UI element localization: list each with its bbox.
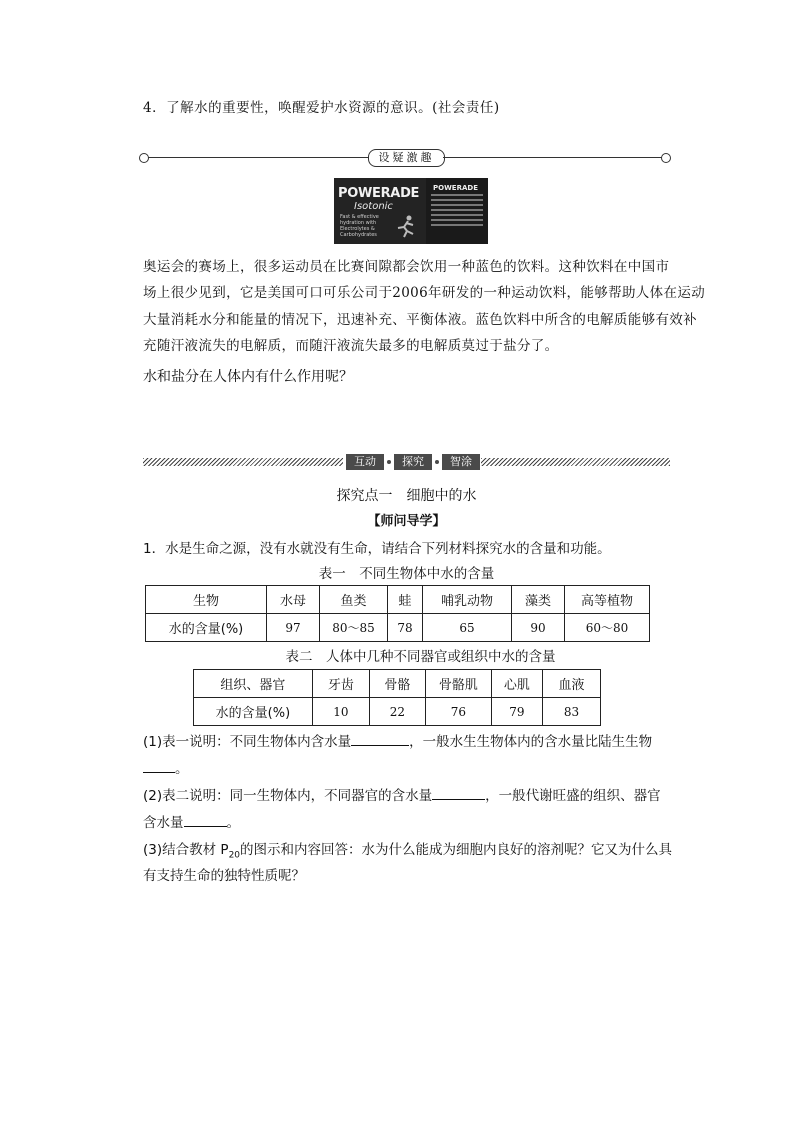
sub-question-2	[143, 784, 661, 804]
banner-dot-2	[435, 460, 439, 464]
photo-text-lines	[431, 194, 483, 229]
guide-label: 【师问导学】	[367, 514, 446, 529]
table2-cell: 22	[369, 698, 425, 726]
sub-question-2-text-c: 含水量	[143, 815, 184, 831]
sub-question-3-text-a: (3)结合教材 P	[143, 842, 229, 858]
table1-cell: 65	[423, 614, 512, 642]
powerade-photo	[334, 178, 488, 244]
sub-question-2-text-d: 。	[226, 815, 240, 831]
table1-cell: 60～80	[565, 614, 650, 642]
sub-question-2-text-a: (2)表二说明：同一生物体内，不同器官的含水量	[143, 788, 433, 804]
table1-header-cell: 水母	[267, 586, 320, 614]
table2-header-cell: 心肌	[491, 670, 542, 698]
banner-cap-right	[661, 153, 671, 163]
table2-caption: 表二 人体中几种不同器官或组织中水的含量	[285, 649, 556, 665]
banner-hatch-left	[143, 458, 343, 466]
table2-header-cell: 组织、器官	[194, 670, 313, 698]
story-line-4: 充随汗液流失的电解质，而随汗液流失最多的电解质莫过于盐分了。	[143, 338, 559, 354]
table1-header-cell: 高等植物	[565, 586, 650, 614]
sub-question-1-cont	[143, 757, 189, 777]
table2-header-cell: 血液	[542, 670, 600, 698]
banner-tag: 设疑激趣	[368, 149, 445, 167]
story-line-3: 大量消耗水分和能量的情况下，迅速补充、平衡体液。蓝色饮料中所含的电解质能够有效补	[143, 312, 697, 328]
banner-dot-1	[387, 460, 391, 464]
table2-header-cell: 骨骼	[369, 670, 425, 698]
table1	[145, 585, 650, 642]
table2-cell: 83	[542, 698, 600, 726]
table2-data-row	[194, 698, 601, 726]
learning-goal-4: 4．了解水的重要性，唤醒爱护水资源的意识。(社会责任)	[143, 100, 500, 116]
table1-header-cell: 鱼类	[320, 586, 388, 614]
answer-blank[interactable]	[351, 733, 409, 746]
banner-seg-1: 互动	[346, 454, 384, 470]
banner-rule-right	[443, 157, 667, 158]
table1-cell: 97	[267, 614, 320, 642]
table1-header-cell: 藻类	[512, 586, 565, 614]
table1-data-row	[146, 614, 650, 642]
table2-header-cell: 骨骼肌	[425, 670, 491, 698]
sub-question-3-cont: 有支持生命的独特性质呢？	[143, 868, 305, 884]
runner-icon	[394, 214, 418, 238]
question-1: 1．水是生命之源，没有水就没有生命，请结合下列材料探究水的含量和功能。	[143, 541, 611, 557]
photo-brand-right: POWERADE	[433, 184, 478, 192]
table1-cell: 80～85	[320, 614, 388, 642]
table1-caption: 表一 不同生物体中水的含量	[318, 566, 495, 582]
table2-cell: 76	[425, 698, 491, 726]
banner-hatch-right	[481, 458, 670, 466]
banner-cap-left	[139, 153, 149, 163]
sub-question-1-text-c: 。	[175, 761, 189, 777]
table1-row-label: 水的含量(%)	[146, 614, 267, 642]
table2-cell: 10	[312, 698, 369, 726]
sub-question-2-cont	[143, 811, 240, 831]
answer-blank[interactable]	[184, 814, 227, 827]
photo-brand-sub: Isotonic	[354, 201, 393, 212]
section-title: 探究点一 细胞中的水	[336, 488, 477, 504]
table2-header-cell: 牙齿	[312, 670, 369, 698]
table2	[193, 669, 601, 726]
sub-question-3-text-b: 的图示和内容回答：水为什么能成为细胞内良好的溶剂呢？它又为什么具	[240, 842, 673, 858]
table1-cell: 90	[512, 614, 565, 642]
table2-row-label: 水的含量(%)	[194, 698, 313, 726]
table1-header-cell: 生物	[146, 586, 267, 614]
answer-blank[interactable]	[432, 787, 485, 800]
answer-blank[interactable]	[143, 760, 175, 773]
section-banner-inquiry	[143, 456, 670, 468]
sub-question-1-text-a: (1)表一说明：不同生物体内含水量	[143, 734, 352, 750]
sub-question-2-text-b: ，一般代谢旺盛的组织、器官	[485, 788, 661, 804]
table1-header-row	[146, 586, 650, 614]
sub-question-1	[143, 730, 652, 750]
banner-seg-3: 智涂	[442, 454, 480, 470]
photo-brand: POWERADE	[338, 186, 420, 201]
banner-rule-left	[143, 157, 368, 158]
table1-cell: 78	[388, 614, 423, 642]
story-line-1: 奥运会的赛场上，很多运动员在比赛间隙都会饮用一种蓝色的饮料。这种饮料在中国市	[143, 259, 670, 275]
story-question: 水和盐分在人体内有什么作用呢？	[143, 369, 353, 385]
table2-header-row	[194, 670, 601, 698]
photo-small-text: Fast & effective hydration with Electrolytes & Carbohydrates	[340, 214, 379, 238]
sub-question-3	[143, 838, 672, 861]
sub-question-3-page: 20	[228, 850, 241, 861]
sub-question-1-text-b: ，一般水生生物体内的含水量比陆生生物	[409, 734, 653, 750]
table1-header-cell: 哺乳动物	[423, 586, 512, 614]
table2-cell: 79	[491, 698, 542, 726]
table1-header-cell: 蛙	[388, 586, 423, 614]
section-banner-suspense	[143, 150, 667, 164]
story-line-2: 场上很少见到，它是美国可口可乐公司于2006年研发的一种运动饮料，能够帮助人体在运动	[143, 285, 706, 301]
banner-seg-2: 探究	[394, 454, 432, 470]
